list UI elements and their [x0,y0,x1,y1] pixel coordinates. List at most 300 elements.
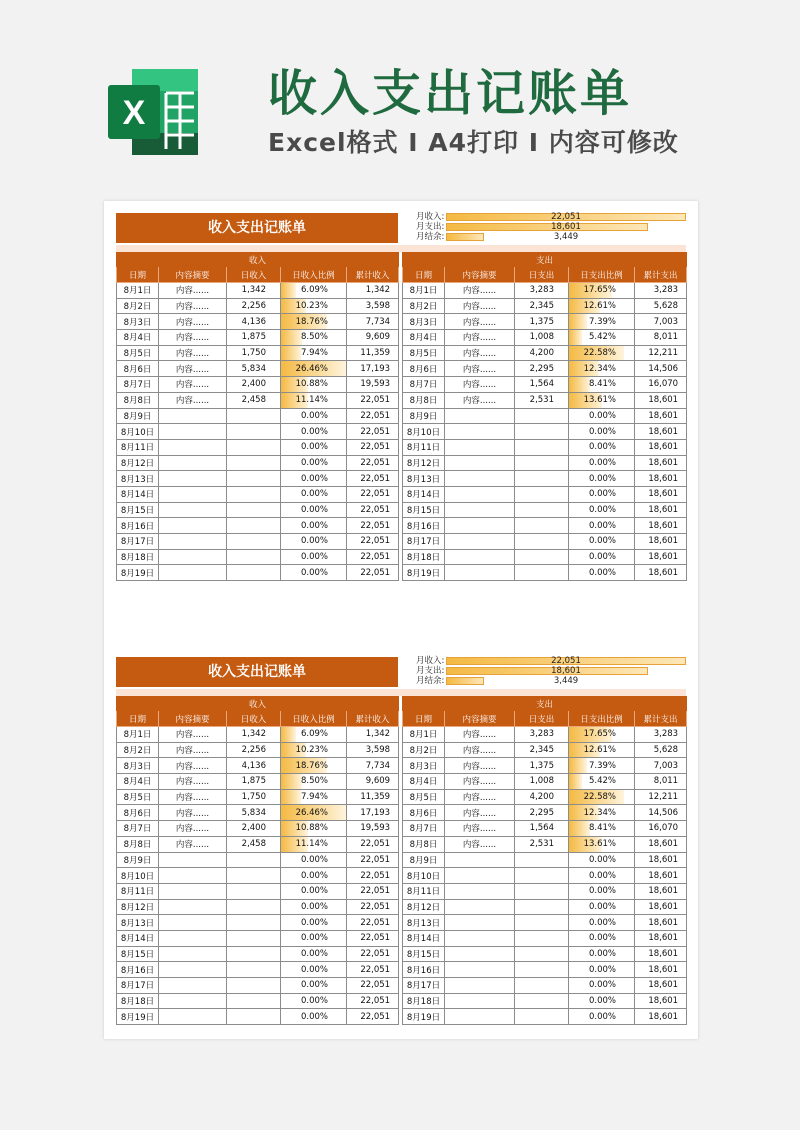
ratio-cell[interactable] [569,978,635,994]
cumulative-cell[interactable]: 18,601 [635,946,687,962]
date-cell[interactable]: 8月8日 [117,392,159,408]
summary-cell[interactable] [159,962,227,978]
cumulative-cell[interactable]: 18,601 [635,392,687,408]
amount-cell[interactable]: 1,375 [515,314,569,330]
amount-cell[interactable] [515,868,569,884]
cumulative-cell[interactable]: 16,070 [635,377,687,393]
ratio-cell[interactable] [281,518,347,534]
summary-cell[interactable]: 内容...... [159,805,227,821]
summary-cell[interactable] [159,534,227,550]
date-cell[interactable]: 8月19日 [117,1009,159,1025]
date-cell[interactable]: 8月16日 [403,518,445,534]
cumulative-cell[interactable]: 22,051 [347,549,399,565]
summary-cell[interactable]: 内容...... [445,330,515,346]
ratio-cell[interactable] [281,727,347,743]
summary-cell[interactable]: 内容...... [159,283,227,299]
summary-cell[interactable] [445,946,515,962]
amount-cell[interactable]: 2,458 [227,392,281,408]
cumulative-cell[interactable]: 22,051 [347,962,399,978]
cumulative-cell[interactable]: 7,734 [347,758,399,774]
cumulative-cell[interactable]: 3,283 [635,727,687,743]
amount-cell[interactable] [227,424,281,440]
date-cell[interactable]: 8月8日 [117,836,159,852]
cumulative-cell[interactable]: 12,211 [635,789,687,805]
amount-cell[interactable]: 1,750 [227,789,281,805]
cumulative-cell[interactable]: 7,734 [347,314,399,330]
summary-cell[interactable] [159,486,227,502]
date-cell[interactable]: 8月14日 [403,930,445,946]
date-cell[interactable]: 8月11日 [403,883,445,899]
date-cell[interactable]: 8月19日 [403,565,445,581]
cumulative-cell[interactable]: 18,601 [635,836,687,852]
summary-cell[interactable] [445,439,515,455]
cumulative-cell[interactable]: 22,051 [347,978,399,994]
cumulative-cell[interactable]: 18,601 [635,565,687,581]
cumulative-cell[interactable]: 18,601 [635,993,687,1009]
summary-cell[interactable] [445,486,515,502]
cumulative-cell[interactable]: 7,003 [635,314,687,330]
amount-cell[interactable]: 3,283 [515,727,569,743]
ratio-cell[interactable] [281,377,347,393]
ratio-cell[interactable] [569,283,635,299]
amount-cell[interactable]: 1,564 [515,821,569,837]
ratio-cell[interactable] [281,836,347,852]
cumulative-cell[interactable]: 22,051 [347,455,399,471]
summary-cell[interactable] [159,993,227,1009]
ratio-cell[interactable] [281,565,347,581]
cumulative-cell[interactable]: 18,601 [635,962,687,978]
date-cell[interactable]: 8月18日 [117,993,159,1009]
summary-cell[interactable]: 内容...... [159,742,227,758]
amount-cell[interactable]: 2,345 [515,742,569,758]
summary-cell[interactable]: 内容...... [159,789,227,805]
summary-cell[interactable] [445,424,515,440]
cumulative-cell[interactable]: 11,359 [347,789,399,805]
date-cell[interactable]: 8月11日 [403,439,445,455]
amount-cell[interactable] [227,565,281,581]
amount-cell[interactable] [227,549,281,565]
date-cell[interactable]: 8月6日 [117,361,159,377]
summary-cell[interactable]: 内容...... [445,758,515,774]
summary-cell[interactable]: 内容...... [445,392,515,408]
amount-cell[interactable]: 1,750 [227,345,281,361]
date-cell[interactable]: 8月3日 [403,314,445,330]
amount-cell[interactable]: 2,531 [515,836,569,852]
ratio-cell[interactable] [281,852,347,868]
date-cell[interactable]: 8月2日 [117,298,159,314]
date-cell[interactable]: 8月1日 [117,283,159,299]
amount-cell[interactable] [227,946,281,962]
cumulative-cell[interactable]: 22,051 [347,518,399,534]
date-cell[interactable]: 8月10日 [117,424,159,440]
summary-cell[interactable] [445,899,515,915]
summary-cell[interactable] [445,915,515,931]
date-cell[interactable]: 8月10日 [403,424,445,440]
summary-cell[interactable] [159,852,227,868]
ratio-cell[interactable] [569,930,635,946]
summary-cell[interactable]: 内容...... [159,392,227,408]
ratio-cell[interactable] [569,424,635,440]
date-cell[interactable]: 8月1日 [403,727,445,743]
ratio-cell[interactable] [569,727,635,743]
date-cell[interactable]: 8月6日 [403,805,445,821]
ratio-cell[interactable] [569,868,635,884]
amount-cell[interactable] [515,993,569,1009]
summary-cell[interactable] [159,424,227,440]
summary-cell[interactable] [159,471,227,487]
date-cell[interactable]: 8月9日 [117,408,159,424]
date-cell[interactable]: 8月15日 [403,946,445,962]
summary-cell[interactable] [159,549,227,565]
amount-cell[interactable]: 4,200 [515,789,569,805]
amount-cell[interactable] [515,852,569,868]
summary-cell[interactable] [445,1009,515,1025]
summary-cell[interactable]: 内容...... [445,821,515,837]
date-cell[interactable]: 8月15日 [117,946,159,962]
amount-cell[interactable] [227,502,281,518]
amount-cell[interactable] [515,549,569,565]
ratio-cell[interactable] [281,283,347,299]
cumulative-cell[interactable]: 18,601 [635,518,687,534]
amount-cell[interactable]: 2,345 [515,298,569,314]
ratio-cell[interactable] [281,486,347,502]
cumulative-cell[interactable]: 22,051 [347,486,399,502]
amount-cell[interactable]: 1,875 [227,330,281,346]
amount-cell[interactable] [515,930,569,946]
amount-cell[interactable] [515,946,569,962]
summary-cell[interactable]: 内容...... [445,742,515,758]
cumulative-cell[interactable]: 22,051 [347,439,399,455]
ratio-cell[interactable] [281,883,347,899]
date-cell[interactable]: 8月12日 [403,455,445,471]
cumulative-cell[interactable]: 1,342 [347,727,399,743]
summary-cell[interactable]: 内容...... [445,727,515,743]
amount-cell[interactable]: 1,008 [515,774,569,790]
ratio-cell[interactable] [569,1009,635,1025]
date-cell[interactable]: 8月7日 [403,821,445,837]
cumulative-cell[interactable]: 18,601 [635,486,687,502]
amount-cell[interactable] [515,915,569,931]
ratio-cell[interactable] [569,330,635,346]
ratio-cell[interactable] [281,962,347,978]
summary-cell[interactable]: 内容...... [159,377,227,393]
amount-cell[interactable]: 4,136 [227,758,281,774]
summary-cell[interactable] [159,455,227,471]
ratio-cell[interactable] [569,789,635,805]
date-cell[interactable]: 8月17日 [403,534,445,550]
ratio-cell[interactable] [569,883,635,899]
summary-cell[interactable] [159,883,227,899]
amount-cell[interactable] [515,534,569,550]
ratio-cell[interactable] [281,978,347,994]
ratio-cell[interactable] [281,408,347,424]
amount-cell[interactable] [227,408,281,424]
cumulative-cell[interactable]: 17,193 [347,805,399,821]
date-cell[interactable]: 8月18日 [403,549,445,565]
cumulative-cell[interactable]: 7,003 [635,758,687,774]
ratio-cell[interactable] [569,455,635,471]
amount-cell[interactable] [227,518,281,534]
summary-cell[interactable]: 内容...... [159,774,227,790]
ratio-cell[interactable] [569,821,635,837]
cumulative-cell[interactable]: 22,051 [347,502,399,518]
summary-cell[interactable]: 内容...... [445,283,515,299]
ratio-cell[interactable] [569,345,635,361]
date-cell[interactable]: 8月4日 [403,330,445,346]
ratio-cell[interactable] [569,549,635,565]
cumulative-cell[interactable]: 16,070 [635,821,687,837]
cumulative-cell[interactable]: 22,051 [347,408,399,424]
summary-cell[interactable]: 内容...... [445,298,515,314]
summary-cell[interactable]: 内容...... [445,361,515,377]
cumulative-cell[interactable]: 22,051 [347,424,399,440]
ratio-cell[interactable] [281,915,347,931]
amount-cell[interactable] [515,518,569,534]
ratio-cell[interactable] [569,408,635,424]
summary-cell[interactable]: 内容...... [159,727,227,743]
amount-cell[interactable] [227,962,281,978]
cumulative-cell[interactable]: 22,051 [347,883,399,899]
amount-cell[interactable] [227,852,281,868]
ratio-cell[interactable] [281,439,347,455]
ratio-cell[interactable] [281,534,347,550]
date-cell[interactable]: 8月16日 [403,962,445,978]
ratio-cell[interactable] [281,1009,347,1025]
date-cell[interactable]: 8月6日 [403,361,445,377]
cumulative-cell[interactable]: 18,601 [635,899,687,915]
date-cell[interactable]: 8月17日 [403,978,445,994]
date-cell[interactable]: 8月19日 [117,565,159,581]
ratio-cell[interactable] [281,742,347,758]
cumulative-cell[interactable]: 22,051 [347,946,399,962]
date-cell[interactable]: 8月11日 [117,439,159,455]
ratio-cell[interactable] [569,361,635,377]
cumulative-cell[interactable]: 18,601 [635,534,687,550]
cumulative-cell[interactable]: 1,342 [347,283,399,299]
amount-cell[interactable] [515,1009,569,1025]
amount-cell[interactable]: 4,136 [227,314,281,330]
ratio-cell[interactable] [569,758,635,774]
ratio-cell[interactable] [569,805,635,821]
cumulative-cell[interactable]: 22,051 [347,471,399,487]
summary-cell[interactable] [159,565,227,581]
cumulative-cell[interactable]: 5,628 [635,298,687,314]
amount-cell[interactable] [227,899,281,915]
cumulative-cell[interactable]: 22,051 [347,392,399,408]
cumulative-cell[interactable]: 22,051 [347,899,399,915]
date-cell[interactable]: 8月7日 [403,377,445,393]
cumulative-cell[interactable]: 18,601 [635,471,687,487]
date-cell[interactable]: 8月11日 [117,883,159,899]
date-cell[interactable]: 8月2日 [403,742,445,758]
cumulative-cell[interactable]: 18,601 [635,868,687,884]
date-cell[interactable]: 8月13日 [403,915,445,931]
summary-cell[interactable]: 内容...... [159,836,227,852]
date-cell[interactable]: 8月1日 [117,727,159,743]
amount-cell[interactable] [515,502,569,518]
cumulative-cell[interactable]: 3,283 [635,283,687,299]
ratio-cell[interactable] [281,758,347,774]
ratio-cell[interactable] [569,962,635,978]
amount-cell[interactable]: 1,342 [227,727,281,743]
cumulative-cell[interactable]: 9,609 [347,774,399,790]
date-cell[interactable]: 8月19日 [403,1009,445,1025]
date-cell[interactable]: 8月12日 [403,899,445,915]
amount-cell[interactable]: 1,342 [227,283,281,299]
date-cell[interactable]: 8月18日 [403,993,445,1009]
amount-cell[interactable] [515,978,569,994]
date-cell[interactable]: 8月15日 [117,502,159,518]
amount-cell[interactable] [227,455,281,471]
cumulative-cell[interactable]: 5,628 [635,742,687,758]
amount-cell[interactable]: 3,283 [515,283,569,299]
amount-cell[interactable]: 1,564 [515,377,569,393]
amount-cell[interactable]: 2,400 [227,821,281,837]
cumulative-cell[interactable]: 11,359 [347,345,399,361]
ratio-cell[interactable] [569,439,635,455]
ratio-cell[interactable] [569,314,635,330]
amount-cell[interactable] [227,1009,281,1025]
summary-cell[interactable] [445,852,515,868]
ratio-cell[interactable] [569,836,635,852]
date-cell[interactable]: 8月12日 [117,899,159,915]
date-cell[interactable]: 8月18日 [117,549,159,565]
ratio-cell[interactable] [281,946,347,962]
ratio-cell[interactable] [281,471,347,487]
summary-cell[interactable]: 内容...... [445,774,515,790]
date-cell[interactable]: 8月2日 [403,298,445,314]
date-cell[interactable]: 8月9日 [403,852,445,868]
ratio-cell[interactable] [569,774,635,790]
amount-cell[interactable] [227,978,281,994]
ratio-cell[interactable] [281,424,347,440]
cumulative-cell[interactable]: 18,601 [635,852,687,868]
amount-cell[interactable] [227,471,281,487]
cumulative-cell[interactable]: 18,601 [635,502,687,518]
summary-cell[interactable]: 内容...... [445,789,515,805]
date-cell[interactable]: 8月4日 [117,774,159,790]
amount-cell[interactable] [227,930,281,946]
date-cell[interactable]: 8月12日 [117,455,159,471]
summary-cell[interactable]: 内容...... [159,758,227,774]
ratio-cell[interactable] [281,805,347,821]
date-cell[interactable]: 8月14日 [117,486,159,502]
ratio-cell[interactable] [281,502,347,518]
amount-cell[interactable]: 2,531 [515,392,569,408]
ratio-cell[interactable] [569,742,635,758]
summary-cell[interactable]: 内容...... [159,314,227,330]
summary-cell[interactable]: 内容...... [445,314,515,330]
date-cell[interactable]: 8月14日 [117,930,159,946]
amount-cell[interactable] [515,408,569,424]
cumulative-cell[interactable]: 22,051 [347,534,399,550]
ratio-cell[interactable] [569,377,635,393]
date-cell[interactable]: 8月3日 [117,758,159,774]
ratio-cell[interactable] [281,868,347,884]
date-cell[interactable]: 8月8日 [403,836,445,852]
date-cell[interactable]: 8月14日 [403,486,445,502]
ratio-cell[interactable] [569,486,635,502]
amount-cell[interactable]: 1,375 [515,758,569,774]
cumulative-cell[interactable]: 18,601 [635,408,687,424]
amount-cell[interactable] [515,471,569,487]
ratio-cell[interactable] [281,930,347,946]
summary-cell[interactable]: 内容...... [445,836,515,852]
ratio-cell[interactable] [281,789,347,805]
amount-cell[interactable] [515,486,569,502]
cumulative-cell[interactable]: 3,598 [347,298,399,314]
cumulative-cell[interactable]: 8,011 [635,330,687,346]
ratio-cell[interactable] [569,392,635,408]
cumulative-cell[interactable]: 8,011 [635,774,687,790]
date-cell[interactable]: 8月2日 [117,742,159,758]
date-cell[interactable]: 8月5日 [403,789,445,805]
summary-cell[interactable] [445,962,515,978]
cumulative-cell[interactable]: 22,051 [347,836,399,852]
date-cell[interactable]: 8月5日 [403,345,445,361]
date-cell[interactable]: 8月16日 [117,518,159,534]
date-cell[interactable]: 8月4日 [117,330,159,346]
ratio-cell[interactable] [281,345,347,361]
summary-cell[interactable] [445,930,515,946]
cumulative-cell[interactable]: 17,193 [347,361,399,377]
ratio-cell[interactable] [569,565,635,581]
amount-cell[interactable] [227,439,281,455]
ratio-cell[interactable] [569,915,635,931]
cumulative-cell[interactable]: 18,601 [635,439,687,455]
cumulative-cell[interactable]: 18,601 [635,1009,687,1025]
date-cell[interactable]: 8月9日 [403,408,445,424]
summary-cell[interactable]: 内容...... [159,330,227,346]
ratio-cell[interactable] [281,899,347,915]
date-cell[interactable]: 8月4日 [403,774,445,790]
summary-cell[interactable] [445,549,515,565]
amount-cell[interactable] [227,915,281,931]
date-cell[interactable]: 8月13日 [403,471,445,487]
amount-cell[interactable] [227,883,281,899]
date-cell[interactable]: 8月15日 [403,502,445,518]
summary-cell[interactable] [445,868,515,884]
summary-cell[interactable]: 内容...... [159,345,227,361]
ratio-cell[interactable] [281,549,347,565]
cumulative-cell[interactable]: 22,051 [347,930,399,946]
ratio-cell[interactable] [281,455,347,471]
amount-cell[interactable]: 1,008 [515,330,569,346]
date-cell[interactable]: 8月13日 [117,915,159,931]
date-cell[interactable]: 8月17日 [117,534,159,550]
amount-cell[interactable]: 2,295 [515,361,569,377]
ratio-cell[interactable] [281,298,347,314]
summary-cell[interactable] [159,978,227,994]
ratio-cell[interactable] [281,993,347,1009]
summary-cell[interactable] [159,439,227,455]
summary-cell[interactable] [159,408,227,424]
summary-cell[interactable]: 内容...... [445,805,515,821]
summary-cell[interactable]: 内容...... [159,361,227,377]
ratio-cell[interactable] [281,392,347,408]
summary-cell[interactable] [445,455,515,471]
cumulative-cell[interactable]: 18,601 [635,930,687,946]
amount-cell[interactable] [515,455,569,471]
summary-cell[interactable]: 内容...... [159,821,227,837]
date-cell[interactable]: 8月16日 [117,962,159,978]
summary-cell[interactable] [159,518,227,534]
summary-cell[interactable] [445,408,515,424]
amount-cell[interactable]: 2,256 [227,298,281,314]
cumulative-cell[interactable]: 18,601 [635,978,687,994]
amount-cell[interactable] [227,534,281,550]
cumulative-cell[interactable]: 18,601 [635,455,687,471]
